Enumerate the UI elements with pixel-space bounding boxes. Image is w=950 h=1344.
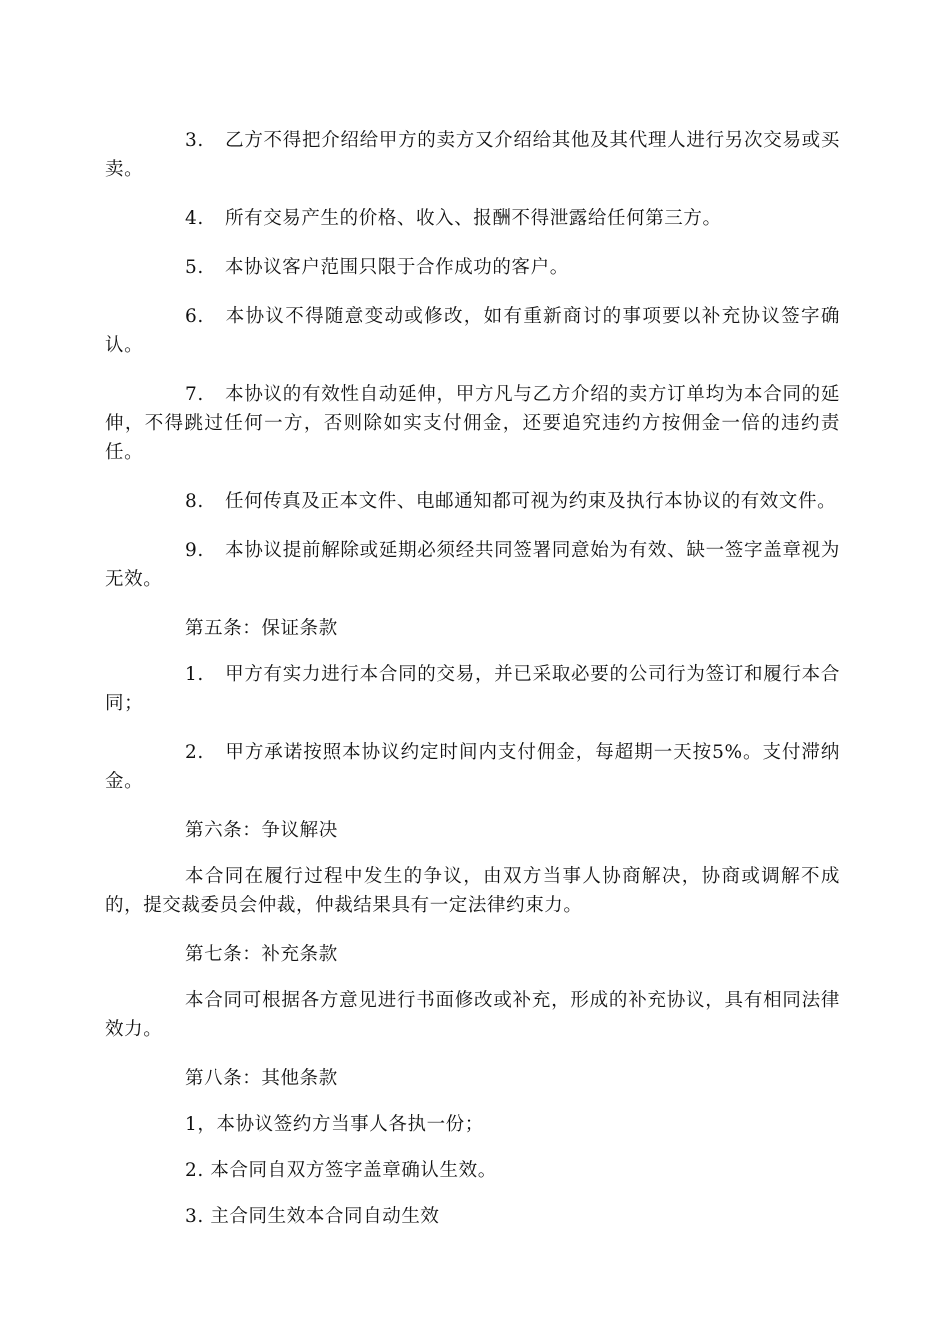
- clause-number: 2.: [185, 742, 204, 763]
- section-heading-dispute: [105, 816, 840, 845]
- clause-text: 乙方不得把介绍给甲方的卖方又介绍给其他及其代理人进行另次交易或买卖。: [105, 130, 840, 180]
- clause-text: 本协议提前解除或延期必须经共同签署同意始为有效、缺一签字盖章视为无效。: [105, 540, 840, 590]
- clause-4: [105, 204, 840, 233]
- clause-6: [105, 302, 840, 360]
- clause-text: 甲方有实力进行本合同的交易，并已采取必要的公司行为签订和履行本合同；: [105, 664, 840, 714]
- section-heading-guarantee: [105, 614, 840, 643]
- clause-number: 3.: [185, 130, 204, 151]
- clause-text: 所有交易产生的价格、收入、报酬不得泄露给任何第三方。: [225, 208, 722, 229]
- guarantee-clause-1: [105, 660, 840, 718]
- clause-text: 甲方承诺按照本协议约定时间内支付佣金，每超期一天按5%。支付滞纳金。: [105, 742, 840, 792]
- document-page: [105, 126, 840, 1248]
- clause-9: [105, 536, 840, 594]
- other-clause-3: [105, 1202, 840, 1231]
- clause-text: 任何传真及正本文件、电邮通知都可视为约束及执行本协议的有效文件。: [225, 491, 837, 512]
- clause-number: 5.: [185, 257, 204, 278]
- paragraph-text: 本合同可根据各方意见进行书面修改或补充，形成的补充协议，具有相同法律效力。: [105, 990, 840, 1040]
- clause-3: [105, 126, 840, 184]
- section-heading-text: 第七条：补充条款: [185, 944, 338, 965]
- clause-text: 本协议客户范围只限于合作成功的客户。: [225, 257, 569, 278]
- section-heading-text: 第六条：争议解决: [185, 820, 338, 841]
- section-heading-supplement: [105, 940, 840, 969]
- other-clause-1: [105, 1110, 840, 1139]
- section-heading-text: 第八条：其他条款: [185, 1068, 338, 1089]
- clause-7: [105, 380, 840, 467]
- clause-8: [105, 487, 840, 516]
- clause-number: 1.: [185, 664, 204, 685]
- other-clause-2: [105, 1156, 840, 1185]
- dispute-paragraph: [105, 862, 840, 920]
- paragraph-text: 3. 主合同生效本合同自动生效: [185, 1206, 440, 1227]
- clause-number: 4.: [185, 208, 204, 229]
- clause-number: 6.: [185, 306, 204, 327]
- section-heading-other: [105, 1064, 840, 1093]
- supplement-paragraph: [105, 986, 840, 1044]
- section-heading-text: 第五条：保证条款: [185, 618, 338, 639]
- clause-5: [105, 253, 840, 282]
- guarantee-clause-2: [105, 738, 840, 796]
- clause-text: 本协议不得随意变动或修改，如有重新商讨的事项要以补充协议签字确认。: [105, 306, 840, 356]
- paragraph-text: 本合同在履行过程中发生的争议，由双方当事人协商解决，协商或调解不成的，提交裁委员会仲裁，仲裁结果具有一定法律约束力。: [105, 866, 840, 916]
- paragraph-text: 2. 本合同自双方签字盖章确认生效。: [185, 1160, 497, 1181]
- clause-number: 8.: [185, 491, 204, 512]
- clause-number: 7.: [185, 384, 204, 405]
- paragraph-text: 1，本协议签约方当事人各执一份；: [185, 1114, 484, 1135]
- clause-number: 9.: [185, 540, 204, 561]
- clause-text: 本协议的有效性自动延伸，甲方凡与乙方介绍的卖方订单均为本合同的延伸，不得跳过任何一方，否则除如实支付佣金，还要追究违约方按佣金一倍的违约责任。: [105, 384, 840, 463]
